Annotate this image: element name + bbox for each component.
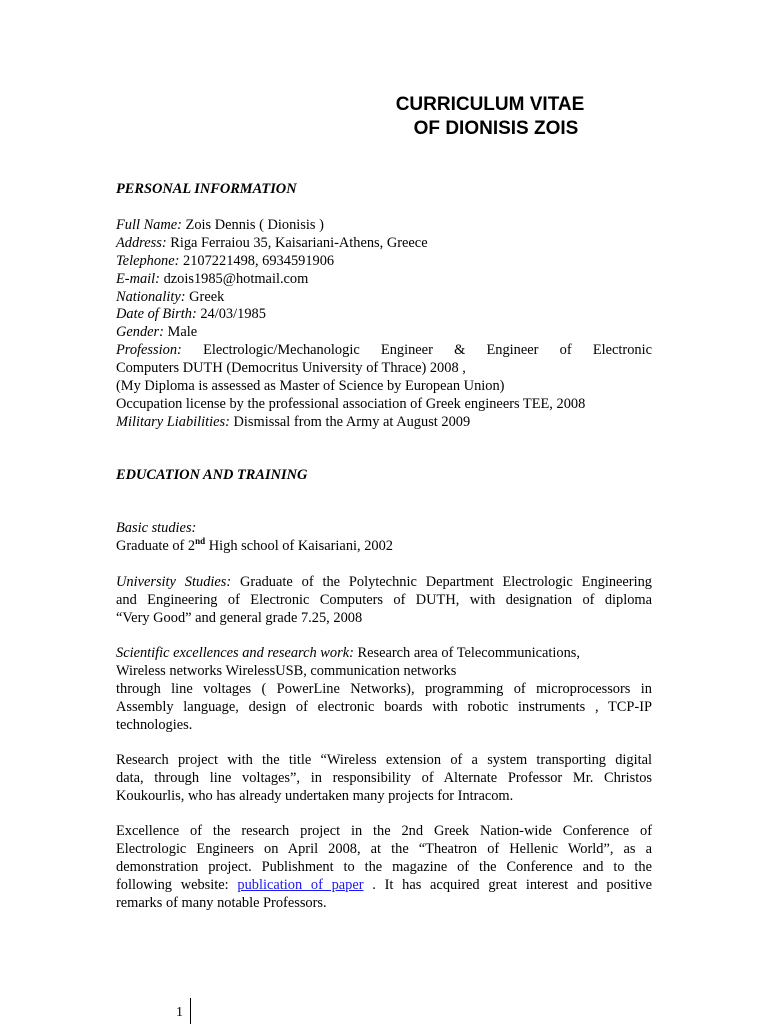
nationality-row (116, 288, 652, 306)
title-line-2: OF DIONISIS ZOIS (413, 118, 579, 139)
profession-line-1: Electrologic/Mechanologic Engineer & Engineer of Electronic (203, 342, 652, 358)
telephone-row (116, 252, 652, 270)
publication-link[interactable]: publication of paper (237, 877, 364, 893)
email-value: dzois1985@hotmail.com (159, 271, 309, 287)
gender-label: Gender: (116, 324, 164, 340)
scientific-line-5: technologies. (116, 717, 193, 733)
military-value: Dismissal from the Army at August 2009 (229, 414, 471, 430)
excellence-line-4 (116, 876, 652, 894)
excellence-line-4-suffix: . It has acquired great interest and positive (363, 877, 652, 893)
address-value: Riga Ferraiou 35, Kaisariani-Athens, Greece (166, 235, 428, 251)
education-heading: EDUCATION AND TRAINING (116, 467, 308, 483)
telephone-value: 2107221498, 6934591906 (179, 253, 335, 269)
basic-studies-sup: nd (195, 536, 206, 547)
excellence-line-4-prefix: following website: (116, 877, 238, 893)
project-line-2: data, through line voltages”, in responsibility of Alternate Professor Mr. Christos (116, 770, 652, 786)
excellence-line-3: demonstration project. Publishment to the magazine of the Conference and to the (116, 859, 652, 875)
scientific-line-4: Assembly language, design of electronic boards with robotic instruments , TCP-IP (116, 699, 652, 715)
excellence-line-5: remarks of many notable Professors. (116, 895, 327, 911)
dob-label: Date of Birth: (116, 306, 197, 322)
university-label: University Studies: (116, 574, 232, 590)
nationality-value: Greek (185, 289, 225, 305)
title-line-1: CURRICULUM VITAE (395, 94, 585, 115)
email-label: E-mail: (116, 271, 160, 287)
scientific-line-1: Research area of Telecommunications, (353, 645, 580, 661)
personal-info-heading: PERSONAL INFORMATION (116, 181, 297, 197)
university-line-3: “Very Good” and general grade 7.25, 2008 (116, 610, 363, 626)
dob-row (116, 305, 652, 323)
project-line-3: Koukourlis, who has already undertaken many projects for Intracom. (116, 788, 514, 804)
page-number-divider (190, 998, 191, 1024)
university-line-2: and Engineering of Electronic Computers of DUTH, with designation of diploma (116, 592, 652, 608)
address-label: Address: (116, 235, 167, 251)
scientific-row (116, 644, 652, 662)
excellence-line-1: Excellence of the research project in the 2nd Greek Nation-wide Conference of (116, 823, 652, 839)
basic-studies-suffix: High school of Kaisariani, 2002 (205, 538, 393, 554)
profession-line-2: Computers DUTH (Democritus University of Thrace) 2008 , (116, 360, 466, 376)
gender-row (116, 323, 652, 341)
email-row (116, 270, 652, 288)
scientific-label: Scientific excellences and research work: (116, 645, 354, 661)
profession-line-4: Occupation license by the professional association of Greek engineers TEE, 2008 (116, 396, 586, 412)
address-row (116, 234, 652, 252)
university-line-1: Graduate of the Polytechnic Department Electrologic Engineering (240, 574, 652, 590)
scientific-line-2: Wireless networks WirelessUSB, communication networks (116, 663, 457, 679)
full-name-row (116, 216, 652, 234)
basic-studies-value (116, 537, 652, 555)
profession-line-3: (My Diploma is assessed as Master of Science by European Union) (116, 378, 505, 394)
nationality-label: Nationality: (116, 289, 186, 305)
project-line-1: Research project with the title “Wireless extension of a system transporting digital (116, 752, 652, 768)
gender-value: Male (163, 324, 198, 340)
full-name-value: Zois Dennis ( Dionisis ) (181, 217, 324, 233)
dob-value: 24/03/1985 (196, 306, 266, 322)
university-row (116, 573, 652, 591)
scientific-line-3: through line voltages ( PowerLine Networks), programming of microprocessors in (116, 681, 652, 697)
full-name-label: Full Name: (116, 217, 182, 233)
excellence-line-2: Electrologic Engineers on April 2008, at the “Theatron of Hellenic World”, as a (116, 841, 652, 857)
military-label: Military Liabilities: (116, 414, 230, 430)
profession-row (116, 341, 652, 359)
page-number: 1 (176, 1005, 183, 1020)
military-row (116, 413, 652, 431)
telephone-label: Telephone: (116, 253, 180, 269)
basic-studies-label: Basic studies: (116, 520, 197, 536)
profession-label: Profession: (116, 342, 182, 358)
basic-studies-prefix: Graduate of 2 (116, 538, 196, 554)
document-title (360, 93, 620, 141)
